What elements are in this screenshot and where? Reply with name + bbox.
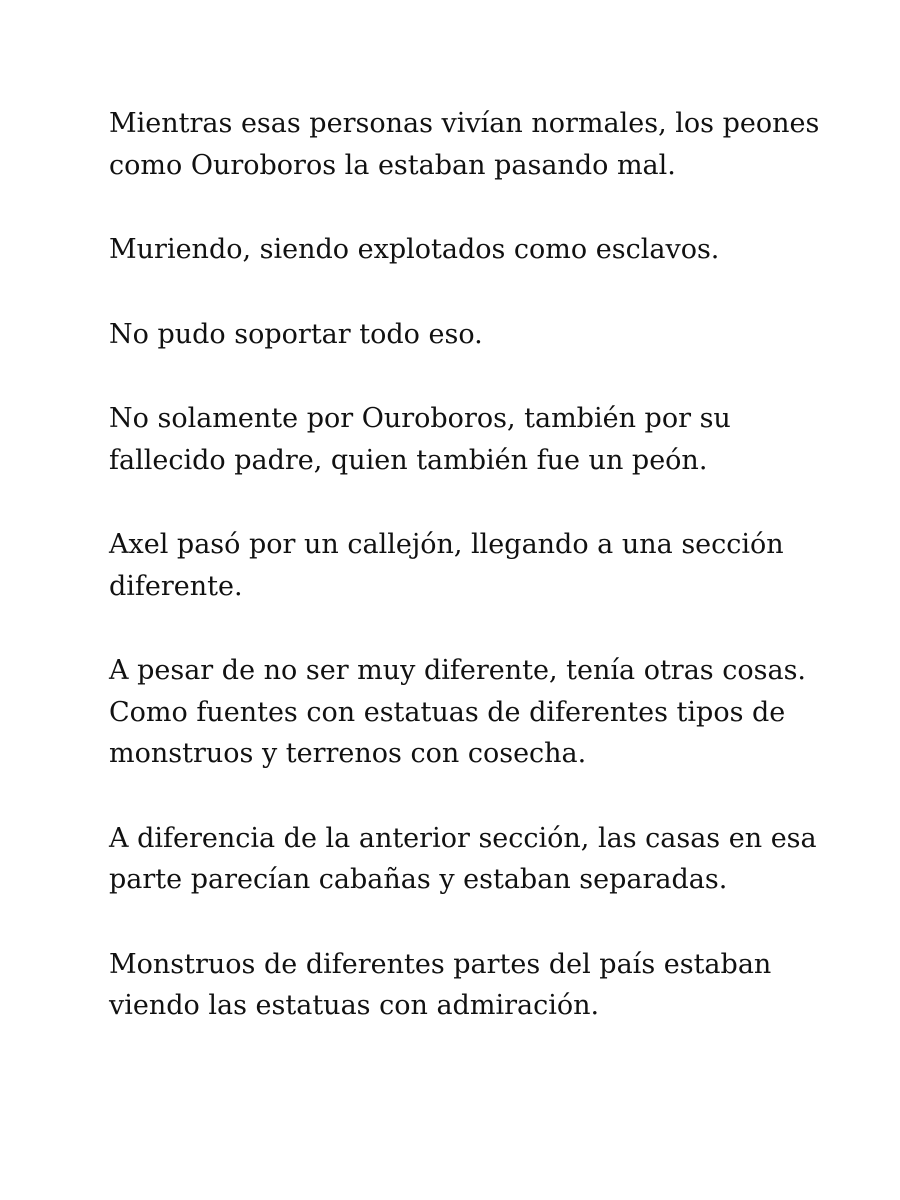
paragraph-1: Mientras esas personas vivían normales, los peones como Ouroboros la estaban pasando mal. [109,108,820,181]
paragraph-8: Monstruos de diferentes partes del país estaban viendo las estatuas con admiración. [109,948,772,1021]
paragraph-6: A pesar de no ser muy diferente, tenía otras cosas. Como fuentes con estatuas de diferentes tipos de monstruos y terrenos con cosecha. [109,655,807,769]
paragraph-2: Muriendo, siendo explotados como esclavos. [109,234,720,265]
paragraph-7: A diferencia de la anterior sección, las casas en esa parte parecían cabañas y estaban separadas. [109,822,817,895]
paragraph-4: No solamente por Ouroboros, también por su fallecido padre, quien también fue un peón. [109,403,731,476]
paragraph-5: Axel pasó por un callejón, llegando a una sección diferente. [109,529,784,602]
paragraph-3: No pudo soportar todo eso. [109,318,483,350]
